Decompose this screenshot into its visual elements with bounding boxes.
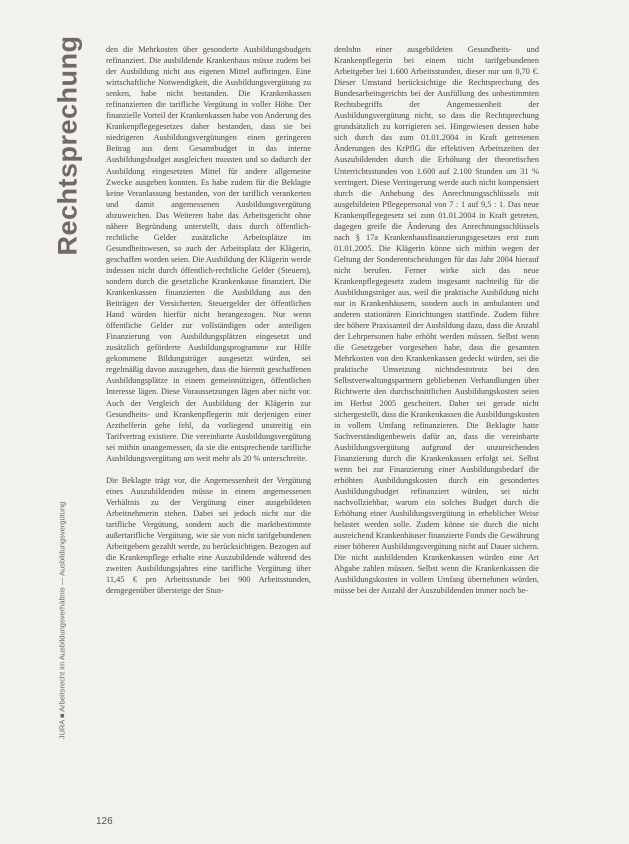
journal-running-head [52, 460, 72, 780]
paragraph: Die Beklagte trägt vor, die Angemessenheit der Vergütung eines Auszubildenden müsse in einem angemessenen Verhältnis zu der Vergütung einer ausgebildeten Arbeitnehmerin stehen. Dabei sei jedoch nicht nur die tarifliche Vergütung, sondern auch die marktbestimmte außertarifliche Vergütung, wie sie von nicht tarifgebundenen Arbeitgebern gezahlt werde, zu berücksichtigen. Bezogen auf die Krankenpflege erhalte eine Auszubildende während des zweiten Ausbildungsjahres eine tarifliche Vergütung über 11,45 € pro Arbeitsstunde bei 900 Arbeitsstunden, demgegenüber übersteige der Stun- [106, 475, 311, 596]
page-number: 126 [96, 816, 113, 827]
paragraph: den die Mehrkosten über gesonderte Ausbildungsbudgets refinanziert. Die ausbildende Krankenhaus müsse zudem bei der Ausbildung nicht aus eigenen Mittel aufbringen. Eine wirtschaftliche Notwendigkeit, die Ausbildungsvergütung zu senken, habe nicht bestanden. Die Krankenkassen refinanzierten die tarifliche Vergütung in voller Höhe. Der finanzielle Vorteil der Krankenkassen habe von Anderung des Krankenpflegegesetzes daher bestanden, dass sie bei niedrigeren Ausbildungsvergütungen einen geringeren Beitrag aus dem Gesamtbudget in das interne Ausbildungsbudget ausgleichen mussten und so dadurch der Ausbildung eingesetzten Mittel für andere allgemeine Zwecke ausgeben konnten. Es habe zudem für die Beklagte keine Veranlassung bestanden, von der tariflich verankerten und damit angemessenen Ausbildungsvergütung abzuweichen. Das Weiteren habe das Arbeitsgericht ohne nähere Begründung unterstellt, dass durch öffentlich-rechtliche Gelder zusätzliche Arbeitsplätze im Gesundheitswesen, so auch der Arbeitsplatz der Klägerin, geschaffen worden seien. Die Ausbildung der Klägerin werde indessen nicht durch öffentlich-rechtliche Gelder (Steuern), sondern durch die gesetzliche Krankenkasse finanziert. Die Krankenkassen finanzierten die Ausbildung aus den Beiträgen der Versicherten. Steuergelder der öffentlichen Hand würden hierfür nicht herangezogen. Nur wenn öffentliche Gelder zur vollständigen oder anteiligen Finanzierung von Ausbildungsplätzen eingesetzt und zusätzlich geförderte Ausbildungsprogramme zur Hilfe gekommene Bildungsträger ausgesetzt würden, sei regelmäßig davon auszugehen, dass die hiermit geschaffenen Ausbildungsplätze in einem gemeinnützigen, öffentlichen Interesse lägen. Diese Voraussetzungen lägen aber nicht vor. Auch der Vergleich der Ausbildung der Klägerin zur Gesundheits- und Krankenpflegerin mit derjenigen einer Arzthelferin gehe fehl, da vorliegend unstreitig ein Tarifvertrag existiere. Die vereinbarte Ausbildungsvergütung sei mithin unangemessen, da sie die entsprechende tarifliche Ausbildungsvergütung um weit mehr als 20 % unterschreite. [106, 45, 311, 463]
journal-running-head-text: JURA ■ Arbeitsrecht im Ausbildungsverhältnis — Ausbildungsvergütung [57, 501, 67, 739]
text-column-right [334, 44, 539, 596]
section-title-vertical [48, 30, 88, 260]
section-title: Rechtsprechung [52, 34, 83, 256]
paragraph: denlohn einer ausgebildeten Gesundheits- und Krankenpflegerin bei einem nicht tarifgebundenen Arbeitgeber bei 1.600 Arbeitsstunden, dieser nur um 0,70 €. Dieser Umstand berücksichtige die Rechtsprechung des Bundesarbeitsgerichts bei der Ausfüllung des unbestimmten Rechtsbegriffs der Angemessenheit der Ausbildungsvergütung nicht, so dass die Rechtsprechung grundsätzlich zu korrigieren sei. Hingewiesen dessen habe sich durch das zum 01.01.2004 in Kraft getretenen Änderungen des KrPflG die effektiven Arbeitszeiten der Auszubildenden durch die Erhöhung der theoretischen Unterrichtsstunden von 1.600 auf 2.100 Stunden um 31 % verringert. Diese Verringerung werde auch nicht kompensiert durch die Anhebung des Anrechnungsschlüssels mit ausgebildeten Pflegepersonal von 7 : 1 auf 9,5 : 1. Das neue Krankenpflegegesetz sei zum 01.01.2004 in Kraft getreten, dagegen greife die Änderung des Anrechnungsschlüssels nach § 17a Krankenhausfinanzierungsgesetzes erst zum 01.01.2005. Die Klägerin könne sich mithin wegen der Geltung der Sonderentscheidungen für das Jahr 2004 hierauf nicht berufen. Ferner wirke sich das neue Krankenpflegegesetz zudem insgesamt nachteilig für die Ausbildungsträger aus, weil die praktische Ausbildung nicht nur in Krankenhäusern, sondern auch in ambulanten und anderen stationären Einrichtungen stattfinde. Zudem führe der höhere Praxisanteil der Ausbildung dazu, dass die Anzahl der Lehrpersonen habe erhöht werden müssen. Selbst wenn die Gesetzgeber vorgesehen habe, dass die gesamten Mehrkosten von den Krankenkassen gedeckt würden, sei die praktische Umsetzung nichtsdestotrotz bei den Selbstverwaltungspartnern gebliebenen Verhandlungen über Richtwerte den durchschnittlichen Ausbildungskosten seien im Herbst 2005 gescheitert. Daher sei gerade nicht sichergestellt, dass die Krankenkassen die Ausbildungskosten in vollem Umfang refinanzieren. Die Beklagte hatte Sachverständigenbeweis dafür an, dass die vereinbarte Ausbildungsvergütung aufgrund der unzureichenden Finanzierung durch die Krankenkassen erfolgt sei. Selbst wenn bei zur Finanzierung einer Ausbildungsbedarf die erhöhten Ausbildungskosten durch ein gesondertes Ausbildungsbudget refinanziert würden, sei nicht nachvollziehbar, warum ein solches Budget durch die Erhöhung einer Ausbildungsvergütung in erheblicher Weise belastet werden solle. Zudem könne sie durch die nicht ausreichend Krankenhäuser finanzierte Fonds die Gewährung einer höheren Ausbildungsvergütung nicht auf Dauer sichern. Die nicht ausbildenden Krankenkassen würden eine Art Abgabe zahlen müssen. Selbst wenn die Krankenkassen die Ausbildungskosten in vollem Umfang übernehmen würden, müsse bei der Anzahl der Auszubildenden immer noch be- [334, 45, 539, 596]
text-column-left [106, 44, 311, 596]
